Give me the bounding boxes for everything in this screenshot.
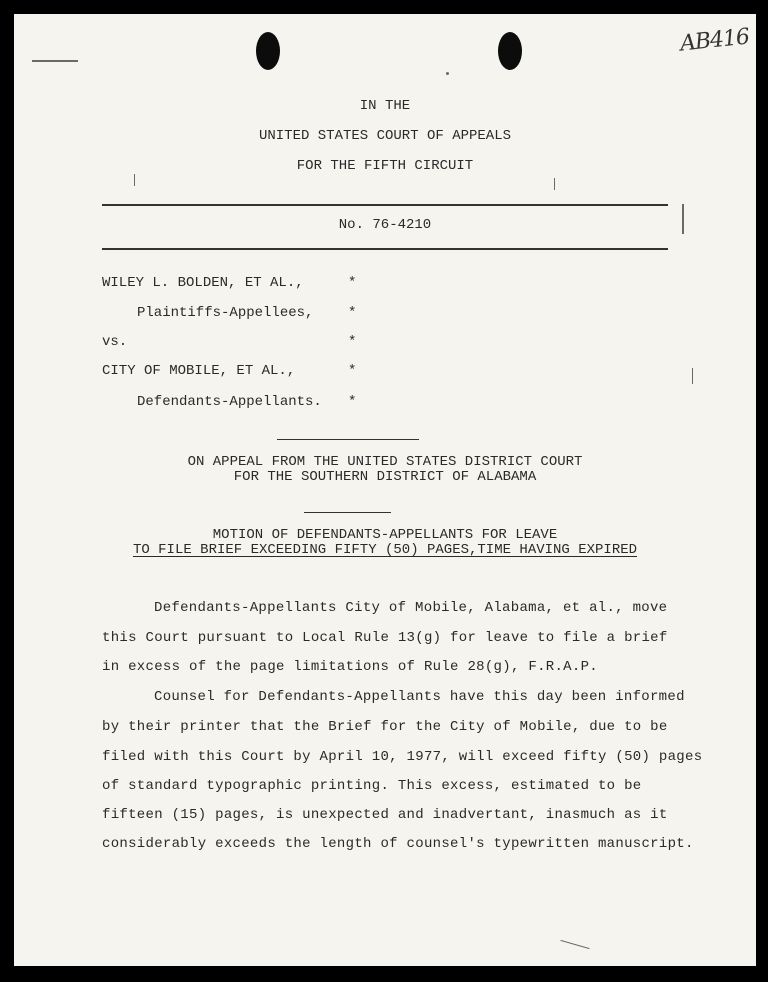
caption-marker: * (348, 305, 357, 321)
punch-hole-right (498, 32, 522, 70)
scan-mark (134, 174, 135, 186)
party-2-name: CITY OF MOBILE, ET AL., (102, 363, 296, 379)
scan-mark (32, 60, 78, 62)
body-p2-line-1: Counsel for Defendants-Appellants have this day been informed (154, 689, 685, 705)
caption-marker: * (348, 363, 357, 379)
body-p2-line-3: filed with this Court by April 10, 1977, will exceed fifty (50) pages (102, 749, 703, 765)
court-heading-line-3: FOR THE FIFTH CIRCUIT (296, 158, 474, 174)
punch-hole-left (256, 32, 280, 70)
caption-marker: * (348, 334, 357, 350)
versus: vs. (102, 334, 128, 350)
body-p1-line-2: this Court pursuant to Local Rule 13(g) for leave to file a brief (102, 630, 668, 646)
case-number: No. 76-4210 (338, 217, 432, 233)
scan-mark (446, 72, 449, 75)
motion-title-line-2-text: TO FILE BRIEF EXCEEDING FIFTY (50) PAGES,TIME HAVING EXPIRED (132, 542, 638, 558)
handwritten-annotation: AB416 (678, 24, 751, 57)
divider-top (102, 204, 668, 206)
body-p2-line-2: by their printer that the Brief for the City of Mobile, due to be (102, 719, 668, 735)
divider-bottom (102, 248, 668, 250)
caption-marker: * (348, 275, 357, 291)
body-p2-line-4: of standard typographic printing. This excess, estimated to be (102, 778, 642, 794)
scan-mark (554, 178, 555, 190)
appeal-line-1: ON APPEAL FROM THE UNITED STATES DISTRICT COURT (187, 454, 583, 470)
scan-mark (560, 940, 589, 949)
body-p1-line-3: in excess of the page limitations of Rule 28(g), F.R.A.P. (102, 659, 598, 675)
motion-title-line-1: MOTION OF DEFENDANTS-APPELLANTS FOR LEAVE (212, 527, 558, 543)
appeal-line-2: FOR THE SOUTHERN DISTRICT OF ALABAMA (233, 469, 537, 485)
court-heading-line-2: UNITED STATES COURT OF APPEALS (258, 128, 512, 144)
body-p2-line-5: fifteen (15) pages, is unexpected and inadvertant, inasmuch as it (102, 807, 668, 823)
document-page (14, 14, 756, 966)
party-1-name: WILEY L. BOLDEN, ET AL., (102, 275, 304, 291)
body-p1-line-1: Defendants-Appellants City of Mobile, Alabama, et al., move (154, 600, 668, 616)
scan-mark (692, 368, 693, 384)
divider-short-1 (277, 439, 419, 440)
court-heading-line-1: IN THE (359, 98, 411, 114)
motion-title-line-2 (14, 542, 756, 558)
caption-marker: * (348, 394, 357, 410)
divider-short-2 (304, 512, 391, 513)
body-p2-line-6: considerably exceeds the length of counsel's typewritten manuscript. (102, 836, 694, 852)
party-2-role: Defendants-Appellants. (137, 394, 322, 410)
party-1-role: Plaintiffs-Appellees, (137, 305, 314, 321)
